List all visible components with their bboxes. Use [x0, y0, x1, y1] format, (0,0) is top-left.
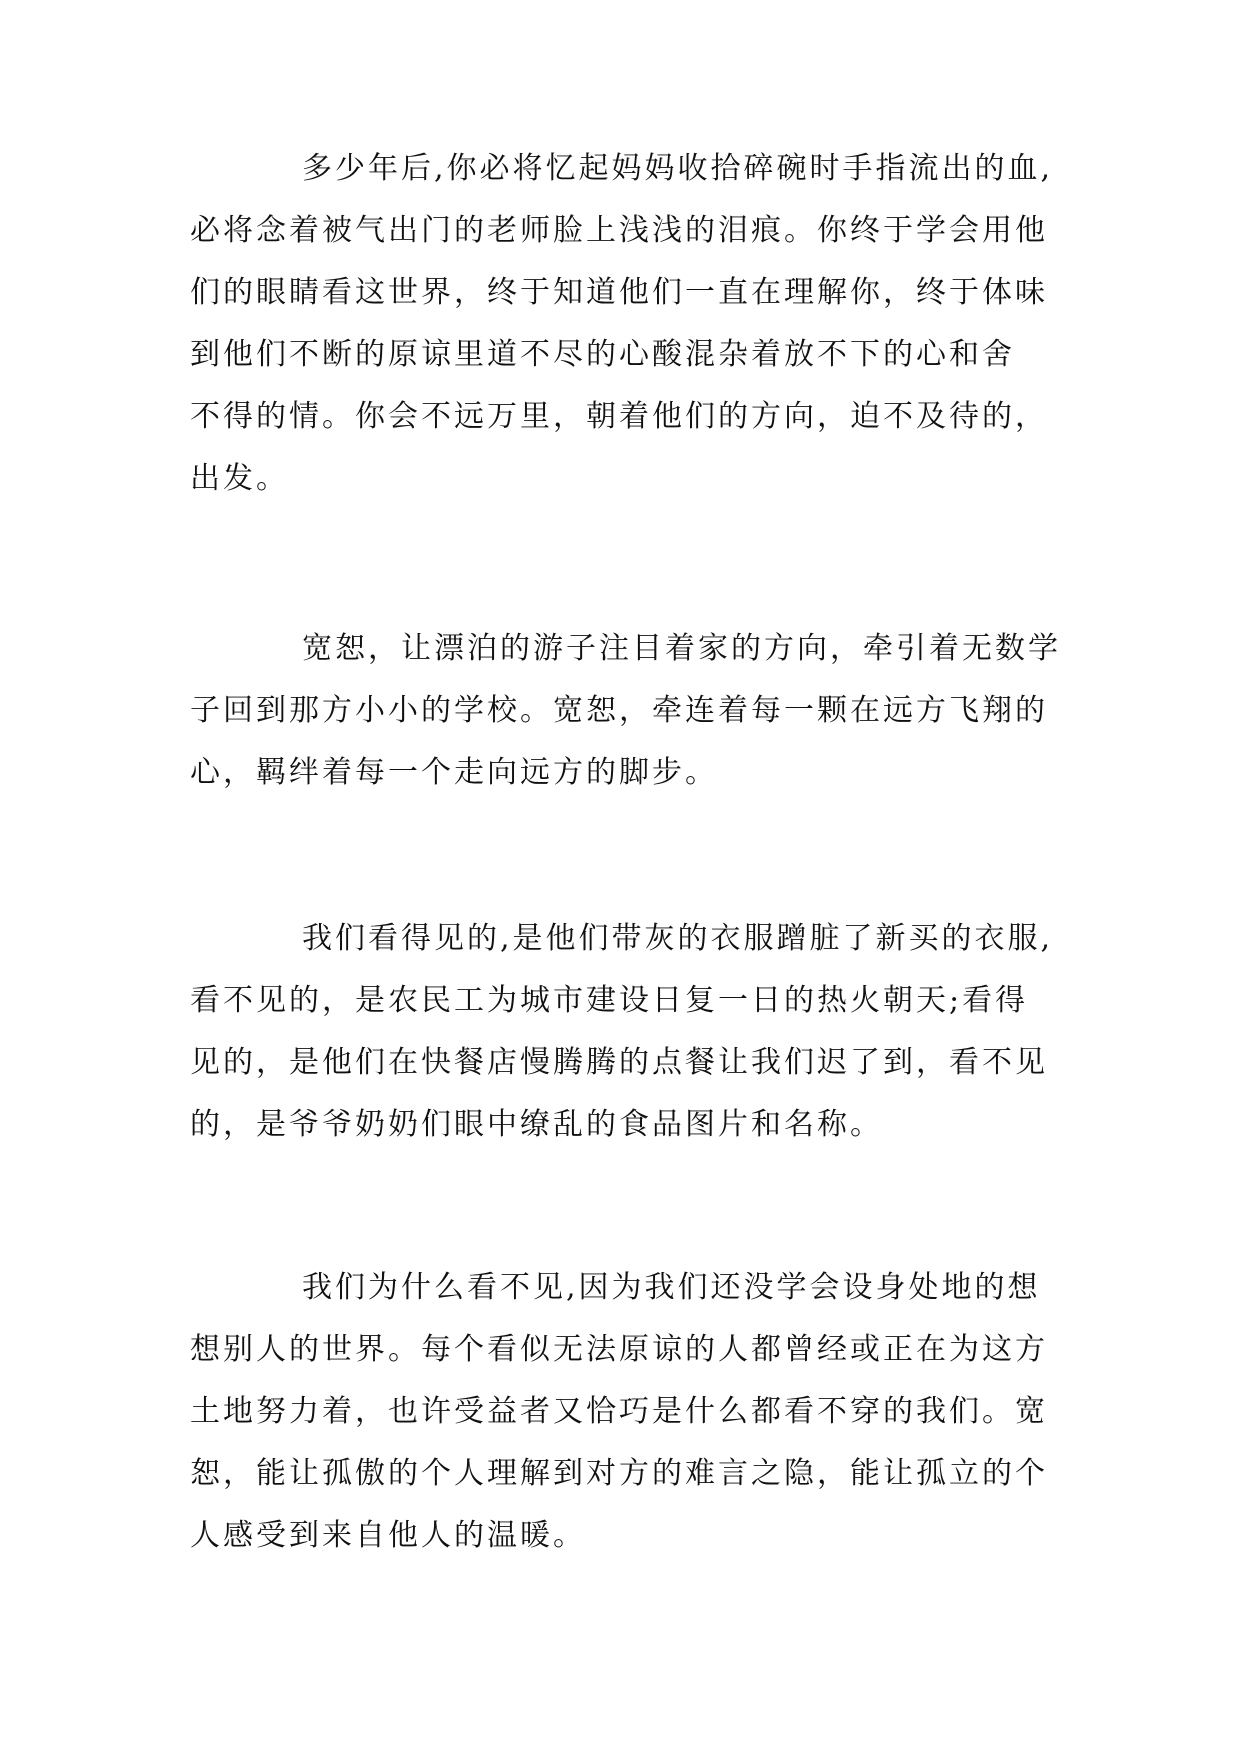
- paragraph-line: 我们看得见的,是他们带灰的衣服蹭脏了新买的衣服,: [302, 921, 1054, 956]
- paragraph-line: 心，羁绊着每一个走向远方的脚步。: [190, 755, 718, 790]
- paragraph-line: 子回到那方小小的学校。宽恕，牵连着每一颗在远方飞翔的: [190, 693, 1048, 728]
- paragraph-line: 们的眼睛看这世界，终于知道他们一直在理解你，终于体味: [190, 275, 1048, 310]
- paragraph-1: [190, 138, 1070, 510]
- paragraph-3: [190, 908, 1070, 1156]
- paragraph-line: 必将念着被气出门的老师脸上浅浅的泪痕。你终于学会用他: [190, 213, 1048, 248]
- paragraph-line: 出发。: [190, 461, 289, 496]
- paragraph-line: 不得的情。你会不远万里，朝着他们的方向，迫不及待的，: [190, 399, 1048, 434]
- paragraph-2: [190, 618, 1070, 804]
- paragraph-line: 到他们不断的原谅里道不尽的心酸混杂着放不下的心和舍: [190, 337, 1015, 372]
- paragraph-line: 人感受到来自他人的温暖。: [190, 1518, 586, 1553]
- paragraph-line: 宽恕，让漂泊的游子注目着家的方向，牵引着无数学: [302, 631, 1061, 666]
- paragraph-line: 恕，能让孤傲的个人理解到对方的难言之隐，能让孤立的个: [190, 1456, 1048, 1491]
- paragraph-line: 想别人的世界。每个看似无法原谅的人都曾经或正在为这方: [190, 1332, 1048, 1367]
- paragraph-4: [190, 1257, 1070, 1567]
- paragraph-line: 土地努力着，也许受益者又恰巧是什么都看不穿的我们。宽: [190, 1394, 1048, 1429]
- paragraph-line: 的，是爷爷奶奶们眼中缭乱的食品图片和名称。: [190, 1107, 883, 1142]
- paragraph-line: 多少年后,你必将忆起妈妈收拾碎碗时手指流出的血,: [302, 151, 1054, 186]
- paragraph-line: 见的，是他们在快餐店慢腾腾的点餐让我们迟了到，看不见: [190, 1045, 1048, 1080]
- paragraph-line: 我们为什么看不见,因为我们还没学会设身处地的想: [302, 1270, 1041, 1305]
- paragraph-line: 看不见的，是农民工为城市建设日复一日的热火朝天;看得: [190, 983, 1029, 1018]
